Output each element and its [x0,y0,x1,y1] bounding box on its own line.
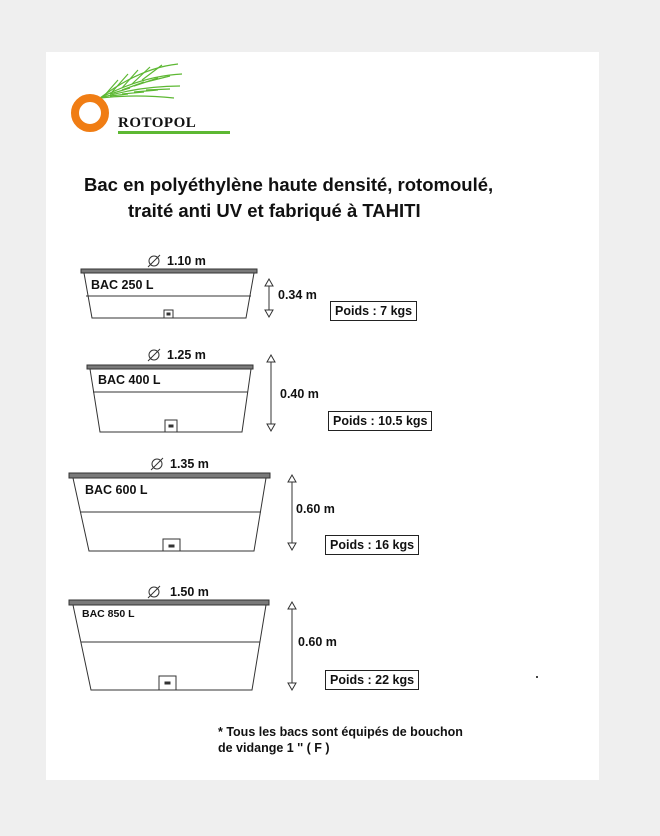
tank-850-name: BAC 850 L [82,608,135,620]
diameter-icon [148,349,160,361]
stray-dot [536,676,538,678]
tank-250-name: BAC 250 L [91,278,154,292]
footnote-line-1: * Tous les bacs sont équipés de bouchon [218,725,463,739]
tank-850-height: 0.60 m [298,635,337,649]
footnote [218,724,463,756]
tank-850-diameter: 1.50 m [170,585,209,599]
tank-400-diameter: 1.25 m [167,348,206,362]
tank-600-weight: Poids : 16 kgs [325,535,419,555]
tank-250-drawing [81,269,257,318]
brand-name: ROTOPOL [118,115,197,131]
page-title-line-2: traité anti UV et fabriqué à TAHITI [128,200,421,221]
diameter-icon [148,586,160,598]
diameter-icon [151,458,163,470]
tank-400-height: 0.40 m [280,387,319,401]
double-arrow-icon [288,602,296,690]
tank-600-diameter: 1.35 m [170,457,209,471]
double-arrow-icon [267,355,275,431]
tank-250-diameter: 1.10 m [167,254,206,268]
tank-250-height: 0.34 m [278,288,317,302]
diameter-icon [148,255,160,267]
tank-600-name: BAC 600 L [85,483,148,497]
double-arrow-icon [288,475,296,550]
tank-400-name: BAC 400 L [98,373,161,387]
tank-600-height: 0.60 m [296,502,335,516]
page-title-line-1: Bac en polyéthylène haute densité, rotomoulé, [84,174,494,195]
tank-850-weight: Poids : 22 kgs [325,670,419,690]
tank-400-weight: Poids : 10.5 kgs [328,411,432,431]
footnote-line-2: de vidange 1 '' ( F ) [218,741,330,755]
double-arrow-icon [265,279,273,317]
tank-250-weight: Poids : 7 kgs [330,301,417,321]
